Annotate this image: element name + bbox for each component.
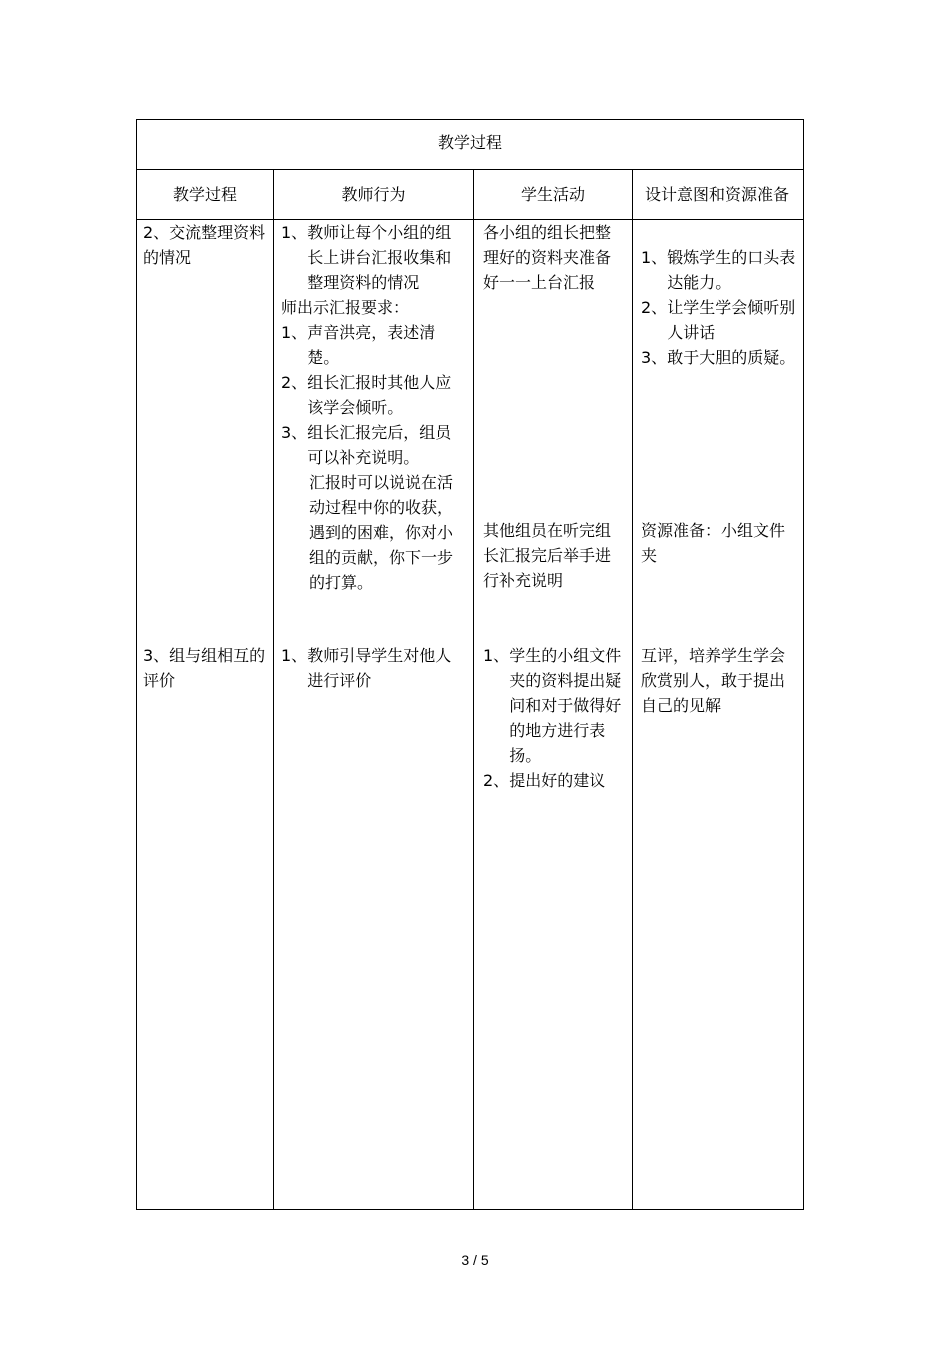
header-student: 学生活动 — [520, 184, 585, 204]
row1-design-cell — [641, 245, 799, 370]
column-divider-3 — [632, 169, 633, 1209]
row1-design-item-3: 3、 敢于大胆的质疑。 — [641, 348, 796, 367]
header-teacher: 教师行为 — [341, 184, 406, 204]
row1-stage: 2、交流整理资料的情况 — [143, 223, 266, 267]
row2-student-item-1: 1、 学生的小组文件夹的资料提出疑问和对于做得好的地方进行表扬。 — [483, 646, 622, 765]
row1-teacher-extra: 汇报时可以说说在活动过程中你的收获，遇到的困难，你对小组的贡献，你下一步的打算。 — [309, 473, 454, 592]
row1-student-a: 各小组的组长把整理好的资料夹准备好一一上台汇报 — [483, 223, 612, 292]
header-stage: 教学过程 — [172, 184, 237, 204]
header-design: 设计意图和资源准备 — [644, 184, 789, 204]
row1-design-resource: 资源准备：小组文件夹 — [641, 521, 786, 565]
row1-teacher-cell — [281, 220, 457, 595]
row2-student-cell — [483, 643, 625, 793]
row1-design-item-2: 2、 让学生学会倾听别人讲话 — [641, 298, 796, 342]
row2-student-item-2: 2、 提出好的建议 — [483, 771, 606, 790]
table-title: 教学过程 — [437, 133, 502, 152]
row2-teacher-item-1: 1、 教师引导学生对他人进行评价 — [281, 646, 452, 690]
column-divider-1 — [273, 169, 274, 1209]
row1-teacher-item-1: 1、 教师让每个小组的组长上讲台汇报收集和整理资料的情况 — [281, 223, 452, 292]
row1-teacher-item-3: 2、 组长汇报时其他人应该学会倾听。 — [281, 373, 452, 417]
page-number: 3 / 5 — [461, 1252, 489, 1268]
row2-design: 互评，培养学生学会欣赏别人，敢于提出自己的见解 — [641, 646, 786, 715]
row1-teacher-intro: 师出示汇报要求： — [281, 298, 410, 317]
row2-teacher-cell — [281, 643, 457, 693]
row1-teacher-item-4: 3、 组长汇报完后，组员可以补充说明。 — [281, 423, 452, 467]
column-divider-2 — [473, 169, 474, 1209]
row2-stage: 3、组与组相互的评价 — [143, 646, 266, 690]
lesson-table — [136, 119, 804, 1210]
row1-student-b: 其他组员在听完组长汇报完后举手进行补充说明 — [483, 521, 612, 590]
row1-teacher-item-2: 1、 声音洪亮，表述清楚。 — [281, 323, 436, 367]
row1-design-item-1: 1、 锻炼学生的口头表达能力。 — [641, 248, 796, 292]
